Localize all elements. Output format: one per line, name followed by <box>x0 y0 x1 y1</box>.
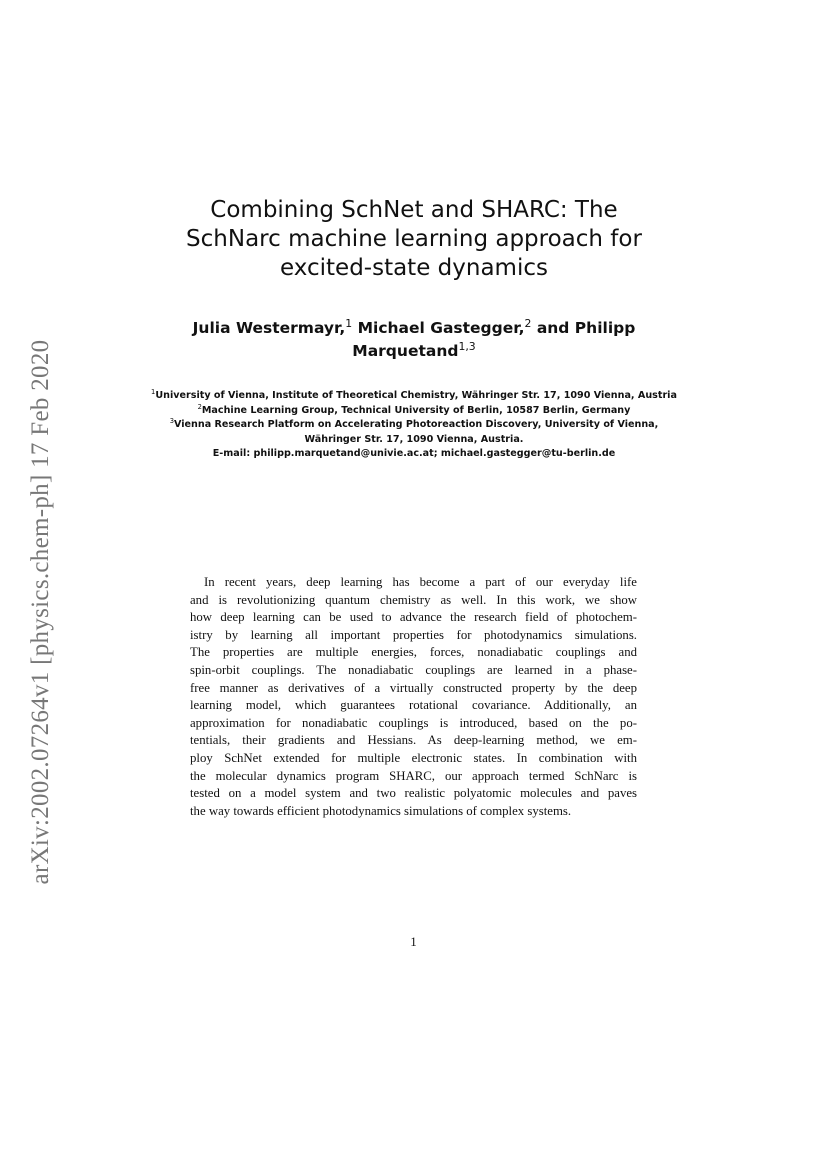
paper-title <box>150 196 678 283</box>
abstract <box>190 574 637 820</box>
affiliation-marker: 1 <box>151 387 156 396</box>
abstract-line: how deep learning can be used to advance the research field of photochem- <box>190 610 637 625</box>
affiliation <box>150 418 678 447</box>
abstract-line: spin-orbit couplings. The nonadiabatic couplings are learned in a phase- <box>190 662 637 677</box>
page-number: 1 <box>410 934 417 949</box>
abstract-line: the molecular dynamics program SHARC, our approach termed SchNarc is <box>190 768 637 783</box>
abstract-line: learning model, which guarantees rotational covariance. Additionally, an <box>190 698 637 713</box>
title-line: excited-state dynamics <box>280 255 548 281</box>
affiliation-marker: 3 <box>169 417 174 425</box>
abstract-line: tested on a model system and two realistic polyatomic molecules and paves <box>190 786 637 801</box>
author-list <box>140 317 688 363</box>
affiliation <box>150 389 678 404</box>
affiliation <box>150 404 678 419</box>
abstract-line: tentials, their gradients and Hessians. As deep-learning method, we em- <box>190 733 637 748</box>
affiliation-text: Vienna Research Platform on Accelerating Photoreaction Discovery, University of Vienna, Währinger Str. 17, 1090 Vienna, Austria. <box>173 419 659 445</box>
abstract-line: the way towards efficient photodynamics simulations of complex systems. <box>190 803 572 818</box>
title-line: SchNarc machine learning approach for <box>186 226 642 252</box>
author-name: Michael Gastegger, <box>352 319 525 337</box>
abstract-line: In recent years, deep learning has become a part of our everyday life <box>204 575 637 589</box>
abstract-line: istry by learning all important properties for photodynamics simulations. <box>190 627 637 642</box>
affiliation-text: University of Vienna, Institute of Theoretical Chemistry, Währinger Str. 17, 1090 Vienna, Austria <box>155 390 677 401</box>
abstract-line: approximation for nonadiabatic couplings is introduced, based on the po- <box>190 715 637 730</box>
email: E-mail: philipp.marquetand@univie.ac.at; michael.gastegger@tu-berlin.de <box>212 448 616 460</box>
abstract-line: free manner as derivatives of a virtually constructed property by the deep <box>190 680 637 695</box>
author-name: Julia Westermayr, <box>192 319 346 337</box>
author-name: Marquetand <box>352 342 459 360</box>
abstract-line: and is revolutionizing quantum chemistry as well. In this work, we show <box>190 592 637 607</box>
affiliation-marker: 2 <box>197 402 202 411</box>
affiliation-marker: 1,3 <box>458 339 476 353</box>
abstract-line: ploy SchNet extended for multiple electronic states. In combination with <box>190 750 637 765</box>
author-name: and Philipp <box>531 319 636 337</box>
affiliations <box>150 389 678 462</box>
affiliation-marker: 2 <box>524 316 532 330</box>
affiliation-text: Machine Learning Group, Technical University of Berlin, 10587 Berlin, Germany <box>201 404 631 416</box>
title-line: Combining SchNet and SHARC: The <box>210 197 618 223</box>
arxiv-identifier: arXiv:2002.07264v1 [physics.chem-ph] 17 Feb 2020 <box>27 339 54 885</box>
affiliation-marker: 1 <box>345 316 353 330</box>
abstract-line: The properties are multiple energies, forces, nonadiabatic couplings and <box>190 645 637 660</box>
